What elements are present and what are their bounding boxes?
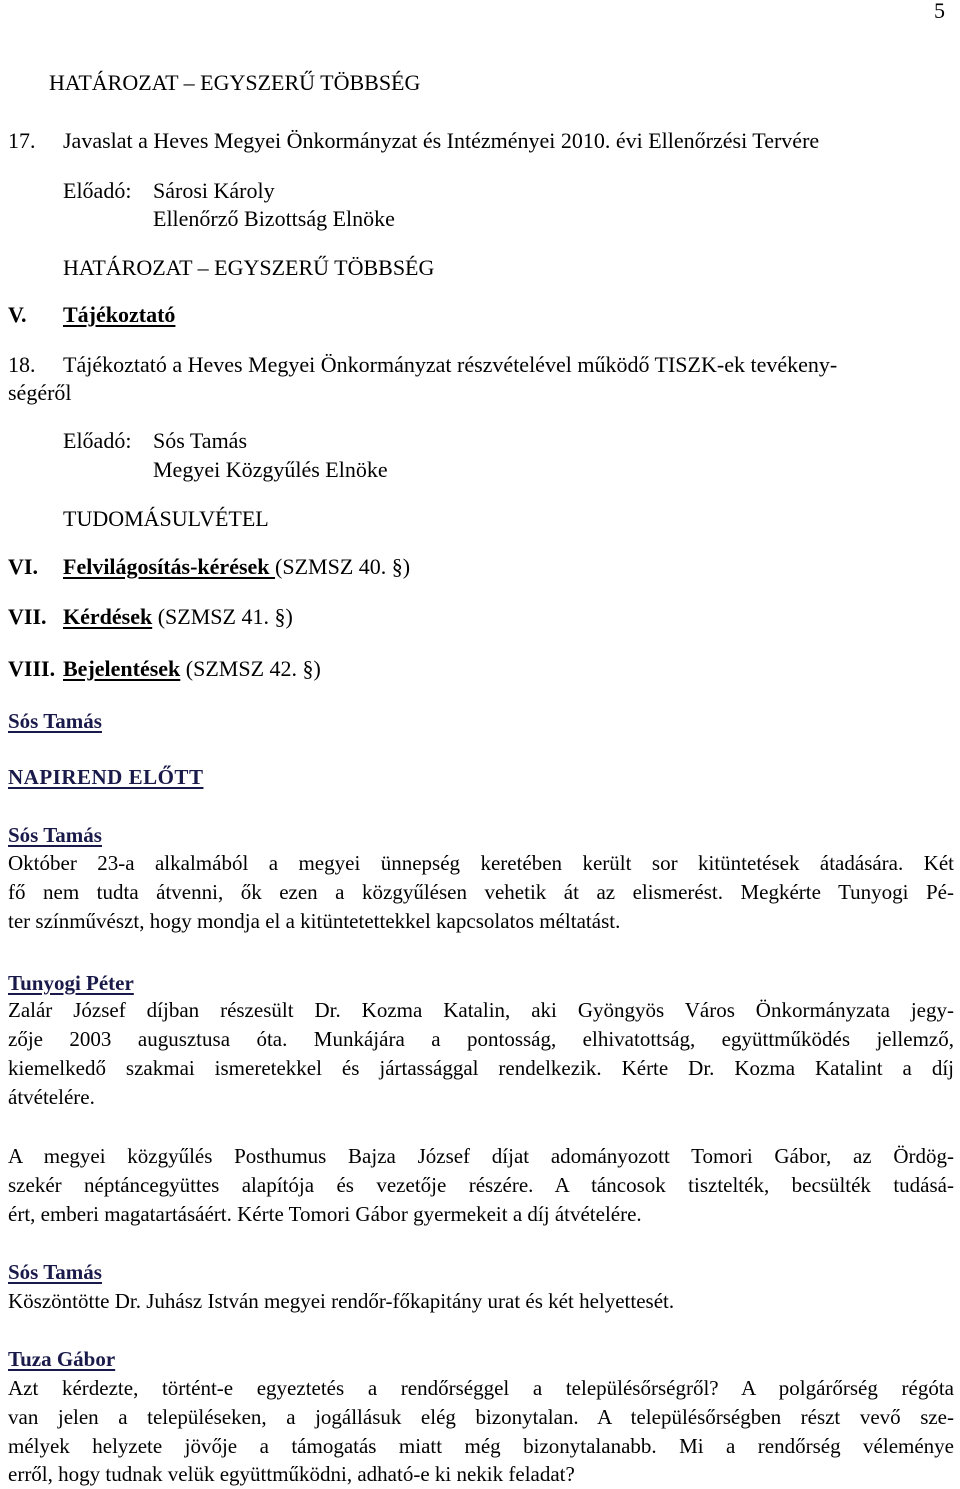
paragraph-line: Október 23-a alkalmából a megyei ünnepség keretében került sor kitüntetések átadására. Két bbox=[8, 851, 954, 875]
speaker-name: Sós Tamás bbox=[8, 823, 102, 847]
paragraph-line: fő nem tudta átvenni, ők ezen a közgyűlésen vehetik át az elismerést. Megkérte Tunyogi Pé- bbox=[8, 880, 954, 904]
paragraph-line: kiemelkedő szakmai ismeretekkel és jártassággal rendelkezik. Kérte Dr. Kozma Katalint a díj bbox=[8, 1056, 954, 1080]
paragraph-line: van jelen a településeken, a jogállásuk elég bizonytalan. A településőrségben részt vevő sze- bbox=[8, 1405, 954, 1429]
section-numeral: VII. bbox=[8, 604, 47, 629]
section-vi-text bbox=[63, 554, 410, 580]
paragraph-line: átvételére. bbox=[8, 1085, 95, 1109]
decision-label: HATÁROZAT – EGYSZERŰ TÖBBSÉG bbox=[63, 255, 435, 280]
decision-label: HATÁROZAT – EGYSZERŰ TÖBBSÉG bbox=[49, 70, 421, 95]
item-18-title-cont: ségéről bbox=[8, 380, 72, 405]
presenter-label: Előadó: bbox=[63, 178, 132, 203]
paragraph-line: ter színművészt, hogy mondja el a kitüntetettekkel kapcsolatos méltatást. bbox=[8, 909, 621, 933]
paragraph-line: zője 2003 augusztusa óta. Munkájára a pontosság, elhivatottság, együttműködés jellemző, bbox=[8, 1027, 954, 1051]
decision-label: TUDOMÁSULVÉTEL bbox=[63, 506, 269, 531]
item-18-number: 18. bbox=[8, 352, 36, 377]
presenter-name: Sárosi Károly bbox=[153, 178, 275, 203]
section-ref: (SZMSZ 41. §) bbox=[152, 604, 293, 629]
presenter-role: Ellenőrző Bizottság Elnöke bbox=[153, 206, 395, 231]
speaker-name: Tunyogi Péter bbox=[8, 971, 134, 995]
presenter-role: Megyei Közgyűlés Elnöke bbox=[153, 457, 388, 482]
section-heading: NAPIREND ELŐTT bbox=[8, 765, 204, 789]
paragraph-line: szekér néptáncegyüttes alapítója és vezetője részére. A táncosok tisztelték, becsülték tudásá- bbox=[8, 1173, 954, 1197]
section-ref: (SZMSZ 40. §) bbox=[275, 554, 411, 579]
section-numeral: VIII. bbox=[8, 656, 56, 681]
section-numeral: VI. bbox=[8, 554, 38, 579]
section-vii bbox=[8, 604, 47, 630]
section-title: Felvilágosítás-kérések bbox=[63, 554, 276, 579]
section-ref: (SZMSZ 42. §) bbox=[180, 656, 321, 681]
paragraph-line: A megyei közgyűlés Posthumus Bajza József díjat adományozott Tomori Gábor, az Ördög- bbox=[8, 1144, 954, 1168]
paragraph-line: Köszöntötte Dr. Juhász István megyei rendőr-főkapitány urat és két helyettesét. bbox=[8, 1289, 675, 1313]
item-17-number: 17. bbox=[8, 128, 36, 153]
section-vi bbox=[8, 554, 38, 580]
item-17-title: Javaslat a Heves Megyei Önkormányzat és Intézményei 2010. évi Ellenőrzési Tervére bbox=[63, 128, 820, 153]
section-numeral: V. bbox=[8, 302, 27, 327]
section-title: Kérdések bbox=[63, 604, 153, 629]
paragraph-line: Zalár József díjban részesült Dr. Kozma Katalin, aki Gyöngyös Város Önkormányzata jegy- bbox=[8, 998, 954, 1022]
paragraph-line: ért, emberi magatartásáért. Kérte Tomori Gábor gyermekeit a díj átvételére. bbox=[8, 1202, 642, 1226]
section-viii-text bbox=[63, 656, 321, 682]
speaker-name: Sós Tamás bbox=[8, 709, 102, 733]
paragraph-line: erről, hogy tudnak velük együttműködni, adható-e ki nekik feladat? bbox=[8, 1462, 575, 1486]
section-title: Bejelentések bbox=[63, 656, 181, 681]
paragraph-line: Azt kérdezte, történt-e egyeztetés a rendőrséggel a településőrségről? A polgárőrség régóta bbox=[8, 1376, 954, 1400]
page-number: 5 bbox=[934, 0, 945, 23]
section-vii-text bbox=[63, 604, 293, 630]
item-18-title: Tájékoztató a Heves Megyei Önkormányzat részvételével működő TISZK-ek tevékeny- bbox=[63, 352, 838, 377]
section-title: Tájékoztató bbox=[63, 302, 176, 327]
presenter-label: Előadó: bbox=[63, 428, 132, 453]
speaker-name: Tuza Gábor bbox=[8, 1347, 116, 1371]
paragraph-line: mélyek helyzete jövője a támogatás miatt még bizonytalanabb. Mi a rendőrség véleménye bbox=[8, 1434, 954, 1458]
speaker-name: Sós Tamás bbox=[8, 1260, 102, 1284]
presenter-name: Sós Tamás bbox=[153, 428, 248, 453]
section-viii bbox=[8, 656, 55, 682]
